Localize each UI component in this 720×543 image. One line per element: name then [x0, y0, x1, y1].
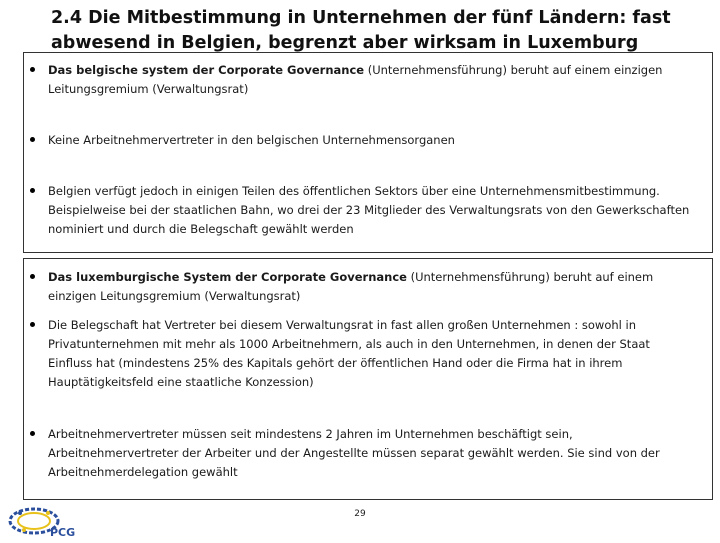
title-line-2: abwesend in Belgien, begrenzt aber wirksam in Luxemburg — [51, 33, 639, 53]
list-item — [24, 316, 712, 392]
logo-text: PCG — [50, 526, 76, 539]
belgium-item1-text: (Unternehmensführung) beruht auf einem einzigen Leitungsgremium (Verwaltungsrat) — [48, 63, 663, 96]
title-line-1: 2.4 Die Mitbestimmung in Unternehmen der fünf Ländern: fast — [51, 8, 671, 28]
belgium-item3-text: Belgien verfügt jedoch in einigen Teilen des öffentlichen Sektors über eine Unternehmensmitbestimmung. Beispielweise bei der staatlichen Bahn, wo drei der 23 Mitglieder des Verwaltungsrats von den Gewerkschaften nominiert und durch die Belegschaft gewählt werden — [48, 184, 690, 236]
list-item — [24, 268, 712, 306]
luxembourg-item3-text: Arbeitnehmervertreter müssen seit mindestens 2 Jahren im Unternehmen beschäftigt sein, Arbeitnehmervertreter der Arbeiter und der Angestellte müssen separat gewählt werden. Sie sind von der Arbeitnehmerdelegation gewählt — [48, 427, 660, 479]
bullet-icon — [30, 274, 35, 279]
list-item — [24, 131, 712, 150]
luxembourg-item1-bold: Das luxemburgische System der Corporate Governance — [48, 270, 407, 284]
list-item — [24, 425, 712, 482]
luxembourg-box — [23, 258, 713, 500]
belgium-item2-text: Keine Arbeitnehmervertreter in den belgischen Unternehmensorganen — [48, 133, 455, 147]
bullet-icon — [30, 188, 35, 193]
bullet-icon — [30, 431, 35, 436]
belgium-item1-bold: Das belgische system der Corporate Governance — [48, 63, 365, 77]
bullet-icon — [30, 322, 35, 327]
belgium-box — [23, 52, 713, 253]
bullet-icon — [30, 137, 35, 142]
list-item — [24, 182, 712, 239]
page-number: 29 — [354, 509, 366, 519]
pcg-logo-icon — [4, 503, 94, 539]
luxembourg-item1-text: (Unternehmensführung) beruht auf einem einzigen Leitungsgremium (Verwaltungsrat) — [48, 270, 654, 303]
list-item — [24, 61, 712, 99]
bullet-icon — [30, 67, 35, 72]
luxembourg-item2-text: Die Belegschaft hat Vertreter bei diesem Verwaltungsrat in fast allen großen Unternehmen : sowohl in Privatunternehmen mit mehr als 1000 Arbeitnehmern, als auch in den Unternehmen, in denen der Staat Einfluss hat (mindestens 25% des Kapitals gehört der öffentlichen Hand oder die Firma hat in ihrem Hauptätigkeitsfeld eine staatliche Konzession) — [48, 318, 650, 389]
slide-title — [51, 6, 711, 56]
pcg-logo — [4, 503, 94, 539]
